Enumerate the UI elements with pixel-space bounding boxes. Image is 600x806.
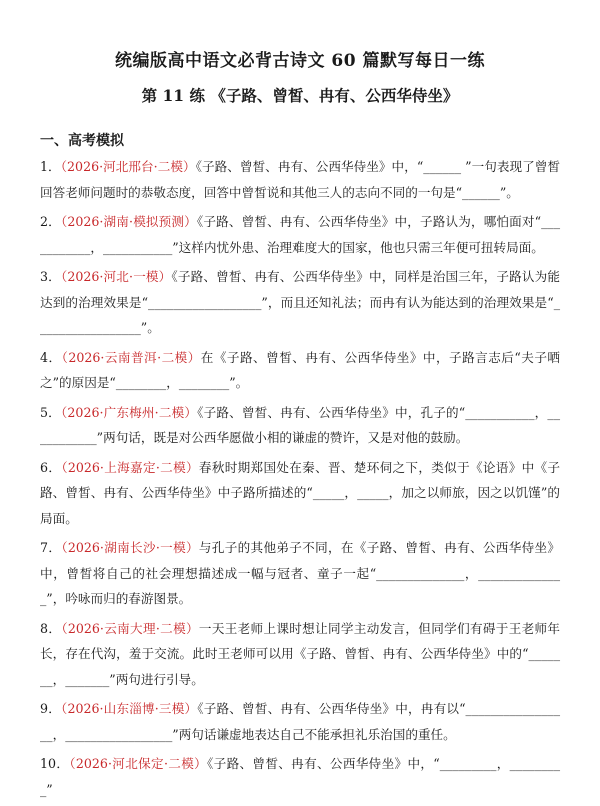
question-number: 6． <box>40 459 62 475</box>
document-title: 统编版高中语文必背古诗文 60 篇默写每日一练 <box>115 51 485 71</box>
question-number: 10． <box>40 756 70 771</box>
question-text: 《子路、曾皙、冉有、公西华侍坐》中，同样是治国三年，子路认为能达到的治理效果是“__________________”，而且还知礼法；而冉有认为能达到的治理效果是“_________________”。 <box>40 269 560 335</box>
question-text: 一天王老师上课时想让同学主动发言，但同学们有碍于王老师年长，存在代沟，羞于交流。此时王老师可以用《子路、曾皙、冉有、公西华侍坐》中的“_______，_______”两句进行引导。 <box>40 620 561 687</box>
document-subtitle: 第 11 练 《子路、曾皙、冉有、公西华侍坐》 <box>141 86 459 105</box>
question-number: 9． <box>40 701 61 716</box>
question-source: （2026·湖南长沙·一模） <box>61 540 199 555</box>
question-source: （2026·河北·一模） <box>60 269 172 284</box>
question-text: 《子路、曾皙、冉有、公西华侍坐》中，冉有以“_________________，_________________”两句话谦虚地表达自己不能承担礼乐治国的重任。 <box>40 701 561 742</box>
question-text: 与孔子的其他弟子不同，在《子路、曾皙、冉有、公西华侍坐》中，曾皙将自己的社会理想描述成一幅与冠者、童子一起“______________，______________”，吟咏而归的春游图景。 <box>40 540 561 606</box>
question-number: 2． <box>40 214 61 229</box>
question-source: （2026·云南普洱·二模） <box>61 349 201 365</box>
question-source: （2026·河北保定·二模） <box>69 756 208 771</box>
question-item <box>40 345 560 396</box>
question-source: （2026·湖南·模拟预测） <box>60 214 197 229</box>
question-text: 在《子路、曾皙、冉有、公西华侍坐》中，子路言志后“夫子哂之”的原因是“________，________”。 <box>40 349 560 390</box>
question-item <box>40 209 560 260</box>
question-item <box>40 616 560 693</box>
question-source: （2026·云南大理·二模） <box>61 620 199 636</box>
question-item <box>40 455 560 532</box>
question-item <box>40 400 560 451</box>
question-text: 《子路、曾皙、冉有、公西华侍坐》中，“_________，_________” <box>40 756 561 797</box>
question-source: （2026·河北邢台·二模） <box>60 159 196 174</box>
question-item <box>40 264 560 341</box>
question-text: 《子路、曾皙、冉有、公西华侍坐》中，子路认为，哪怕面对“___________，___________”这样内忧外患、治理难度大的国家，他也只需三年便可扭转局面。 <box>40 214 560 255</box>
question-text: 春秋时期郑国处在秦、晋、楚环伺之下，类似于《论语》中《子路、曾皙、冉有、公西华侍坐》中子路所描述的“_____，_____，加之以师旅，因之以饥馑”的局面。 <box>40 459 561 526</box>
question-number: 5． <box>40 404 61 420</box>
question-list <box>40 154 560 806</box>
question-item <box>40 535 560 612</box>
section-heading: 一、高考模拟 <box>40 133 124 149</box>
question-number: 4． <box>40 349 62 365</box>
question-number: 1． <box>40 159 61 174</box>
question-number: 7． <box>40 540 62 555</box>
question-source: （2026·上海嘉定·二模） <box>61 459 199 475</box>
question-source: （2026·山东淄博·三模） <box>60 701 198 716</box>
question-text: 《子路、曾皙、冉有、公西华侍坐》中，孔子的“___________，___________”两句话，既是对公西华愿做小相的谦虚的赞许，又是对他的鼓励。 <box>40 404 561 445</box>
question-source: （2026·广东梅州·二模） <box>60 404 198 420</box>
question-number: 8． <box>40 620 62 636</box>
question-text: 《子路、曾皙、冉有、公西华侍坐》中，“______ ”一句表现了曾皙回答老师问题时的恭敬态度，回答中曾皙说和其他三人的志向不同的一句是“______”。 <box>40 159 560 200</box>
question-number: 3． <box>40 269 61 284</box>
question-item <box>40 751 560 802</box>
question-item <box>40 696 560 747</box>
question-item <box>40 154 560 205</box>
